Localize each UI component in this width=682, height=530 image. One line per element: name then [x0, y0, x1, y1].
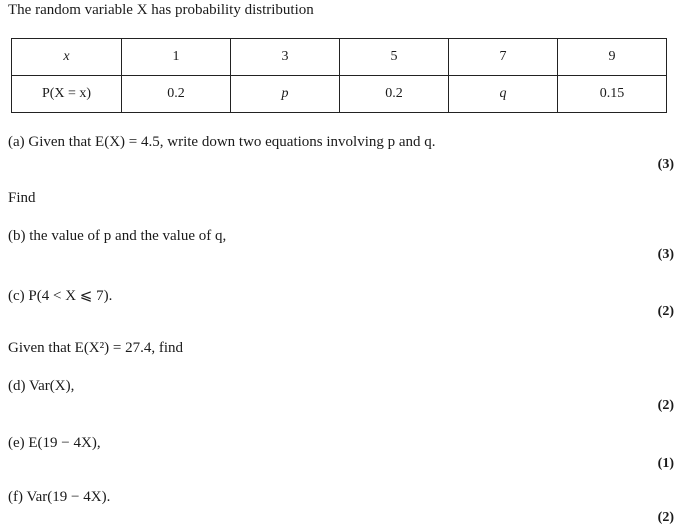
table-cell: x	[12, 39, 122, 76]
table-cell: q	[449, 76, 558, 113]
marks-f: (2)	[657, 510, 674, 525]
table-row-probability	[12, 76, 667, 113]
table-cell: 7	[449, 39, 558, 76]
table-cell: 5	[340, 39, 449, 76]
marks-c: (2)	[657, 304, 674, 319]
table-cell: 9	[558, 39, 667, 76]
marks-d: (2)	[657, 398, 674, 413]
marks-e: (1)	[657, 456, 674, 471]
marks-b: (3)	[657, 247, 674, 262]
question-f: (f) Var(19 − 4X).	[8, 489, 111, 505]
question-a: (a) Given that E(X) = 4.5, write down two equations involving p and q.	[8, 134, 436, 150]
question-c: (c) P(4 < X ⩽ 7).	[8, 288, 113, 304]
table-cell: 0.15	[558, 76, 667, 113]
question-b: (b) the value of p and the value of q,	[8, 228, 227, 244]
marks-a: (3)	[657, 157, 674, 172]
table-cell: p	[231, 76, 340, 113]
table-cell: 0.2	[122, 76, 231, 113]
table-row-x	[12, 39, 667, 76]
table-cell: P(X = x)	[12, 76, 122, 113]
table-cell: 0.2	[340, 76, 449, 113]
table-cell: 3	[231, 39, 340, 76]
given-text: Given that E(X²) = 27.4, find	[8, 340, 184, 356]
find-label: Find	[8, 190, 36, 206]
question-e: (e) E(19 − 4X),	[8, 435, 101, 451]
table-cell: 1	[122, 39, 231, 76]
intro-text: The random variable X has probability distribution	[8, 2, 314, 18]
probability-distribution-table	[11, 38, 667, 113]
question-d: (d) Var(X),	[8, 378, 75, 394]
